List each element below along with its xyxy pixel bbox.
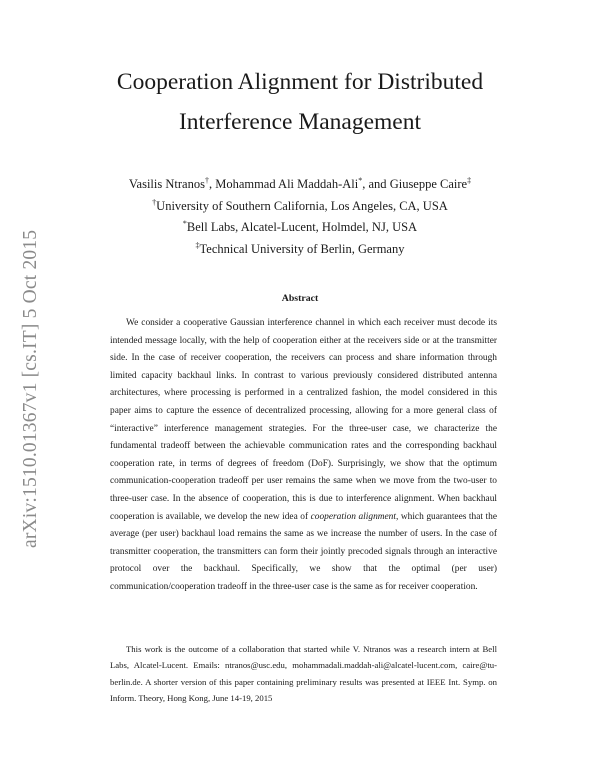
affiliation-line <box>60 242 540 257</box>
abstract-emphasis: cooperation alignment <box>310 511 396 522</box>
abstract-heading: Abstract <box>281 293 319 304</box>
footnote: This work is the outcome of a collaboration that started while V. Ntranos was a research intern at Bell Labs, Alcatel-Lucent. Emails: ntranos@usc.edu, mohammadali.maddah-ali@alcatel-lucent.com, caire@tu-berlin.de. A shorter version of this paper containing preliminary results was presented at IEEE Int. Symp. on Inform. Theory, Hong Kong, June 14-19, 2015 <box>110 644 497 704</box>
author-name: Mohammad Ali Maddah-Ali <box>215 177 359 191</box>
affiliation-mark: * <box>182 218 187 228</box>
paper-title <box>60 62 540 142</box>
affiliation-mark: ‡ <box>195 240 200 250</box>
affiliation-line <box>60 220 540 235</box>
author-list <box>60 177 540 192</box>
author-separator: , <box>208 177 216 191</box>
affiliation-text: University of Southern California, Los Angeles, CA, USA <box>156 199 448 213</box>
author-name: Vasilis Ntranos <box>128 177 205 191</box>
author-name: Giuseppe Caire <box>389 177 468 191</box>
affiliation-mark: ‡ <box>467 175 472 185</box>
abstract-text: We consider a cooperative Gaussian interference channel in which each receiver must decode its intended message locally, with the help of cooperation either at the receivers side or at the transmitter side. In the case of receiver cooperation, the receivers can process and share information through limited capacity backhaul links. In contrast to various previously considered distributed antenna architectures, where processing is performed in a centralized fashion, the model considered in this paper aims to capture the essence of decentralized processing, allowing for a more general class of “interactive” interference management strategies. For the three-user case, we characterize the fundamental tradeoff between the achievable communication rates and the corresponding backhaul cooperation rate, in terms of degrees of freedom (DoF). Surprisingly, we show that the optimum communication-cooperation tradeoff per user remains the same when we move from the two-user to three-user case. In the absence of cooperation, this is due to interference alignment. When backhaul cooperation is available, we develop the new idea of <box>110 318 497 522</box>
abstract-body <box>110 315 497 597</box>
abstract-text: , which guarantees that the average (per user) backhaul load remains the same as we increase the number of users. In the case of transmitter cooperation, the transmitters can form their jointly precoded signals through an interactive protocol over the backhaul. Specifically, we show that the optimal (per user) communication/cooperation tradeoff in the three-user case is the same as for receiver cooperation. <box>110 511 497 592</box>
affiliation-mark: † <box>204 175 209 185</box>
paper-title-line-2: Interference Management <box>178 109 422 135</box>
affiliation-line <box>60 199 540 214</box>
affiliation-mark: † <box>152 197 157 207</box>
affiliation-mark: * <box>358 175 363 185</box>
affiliation-text: Bell Labs, Alcatel-Lucent, Holmdel, NJ, USA <box>186 220 418 234</box>
affiliation-text: Technical University of Berlin, Germany <box>199 242 405 256</box>
paper-title-line-1: Cooperation Alignment for Distributed <box>116 69 484 95</box>
arxiv-identifier-stamp: arXiv:1510.01367v1 [cs.IT] 5 Oct 2015 <box>20 229 41 548</box>
author-separator: , and <box>362 177 390 191</box>
